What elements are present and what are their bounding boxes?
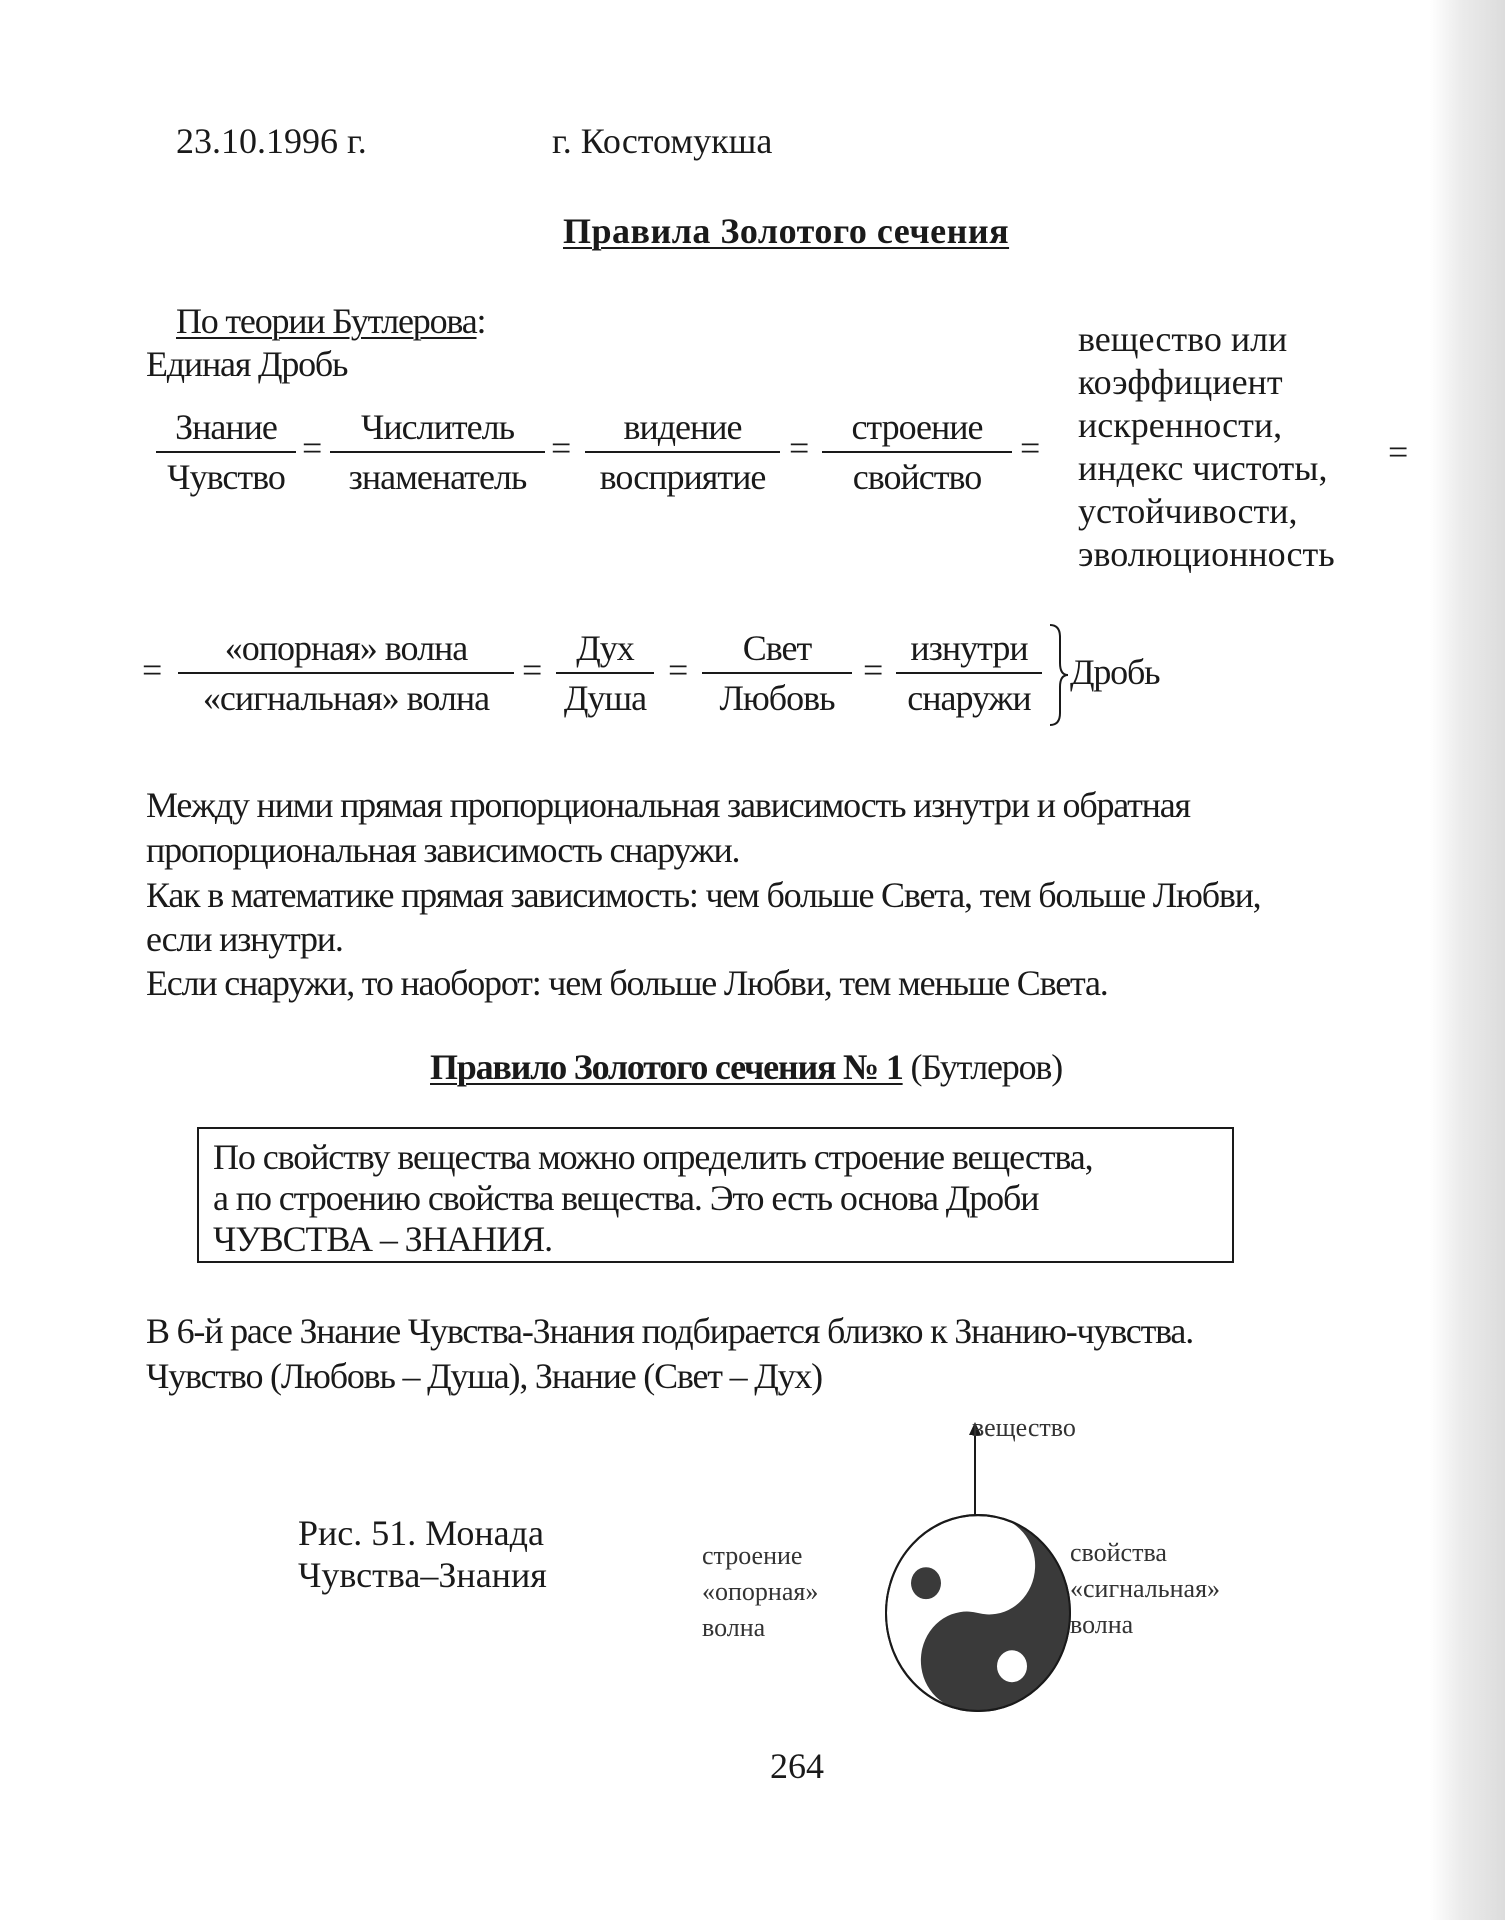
side-term: эволюционность <box>1078 534 1335 574</box>
left-label: волна <box>702 1613 766 1642</box>
rule-box-line: а по строению свойства вещества. Это есть основа Дроби <box>213 1178 1039 1218</box>
equals-sign: = <box>302 428 323 468</box>
brace-label: Дробь <box>1070 652 1160 692</box>
rule-1-heading: Правило Золотого сечения № 1 <box>430 1047 903 1087</box>
right-label: волна <box>1070 1610 1134 1639</box>
side-term: устойчивости, <box>1078 491 1298 531</box>
denominator: Душа <box>563 678 647 718</box>
theory-label-text: По теории Бутлерова <box>176 301 477 341</box>
paragraph-line: если изнутри. <box>146 919 343 959</box>
side-terms-list <box>1078 318 1335 576</box>
figure-caption-line1: Рис. 51. Монада <box>298 1513 544 1553</box>
rule-1-box <box>197 1127 1234 1263</box>
side-term: коэффициент <box>1078 362 1283 402</box>
right-brace-icon <box>1046 623 1072 727</box>
equals-sign: = <box>1020 428 1041 468</box>
side-term: искренности, <box>1078 405 1283 445</box>
page-title: Правила Золотого сечения <box>563 211 1010 251</box>
rule-1-heading-row <box>430 1046 1062 1088</box>
equals-sign: = <box>668 650 689 690</box>
place: г. Костомукша <box>552 121 773 161</box>
numerator: Дух <box>576 628 634 668</box>
fraction-inside-outside <box>896 628 1042 718</box>
race-text-line: Чувство (Любовь – Душа), Знание (Свет – Дух) <box>146 1356 822 1396</box>
numerator: Знание <box>175 407 277 447</box>
figure-caption-line2: Чувства–Знания <box>298 1555 547 1595</box>
theory-label <box>176 300 485 342</box>
denominator: восприятие <box>599 457 766 497</box>
page-edge-shadow <box>1430 0 1505 1920</box>
fraction-support-signal-wave <box>178 628 514 718</box>
denominator: знаменатель <box>348 457 527 497</box>
numerator: Свет <box>742 628 812 668</box>
denominator: Любовь <box>719 678 835 718</box>
side-term: вещество или <box>1078 319 1288 359</box>
rule-box-line: По свойству вещества можно определить строение вещества, <box>213 1137 1093 1177</box>
left-label: «опорная» <box>702 1577 819 1606</box>
fraction-knowledge-feeling <box>156 407 296 497</box>
date: 23.10.1996 г. <box>176 121 367 161</box>
equals-sign: = <box>551 428 572 468</box>
numerator: строение <box>851 407 983 447</box>
paragraph-line: Между ними прямая пропорциональная зависимость изнутри и обратная <box>146 785 1190 825</box>
rule-box-line: ЧУВСТВА – ЗНАНИЯ. <box>213 1219 552 1259</box>
numerator: «опорная» волна <box>224 628 468 668</box>
fraction-structure-property <box>822 407 1012 497</box>
paragraph-line: Если снаружи, то наоборот: чем больше Любви, тем меньше Света. <box>146 963 1108 1003</box>
light-dot <box>997 1650 1027 1682</box>
unified-fraction-label: Единая Дробь <box>146 344 348 384</box>
paragraph-line: Как в математике прямая зависимость: чем больше Света, тем больше Любви, <box>146 875 1261 915</box>
theory-colon: : <box>476 301 486 341</box>
race-text-line: В 6-й расе Знание Чувства-Знания подбирается близко к Знанию-чувства. <box>146 1311 1193 1351</box>
fraction-numerator-denominator <box>330 407 545 497</box>
denominator: свойство <box>852 457 982 497</box>
equals-sign: = <box>142 650 163 690</box>
equals-sign: = <box>522 650 543 690</box>
dark-dot <box>911 1567 941 1599</box>
rule-1-attribution: (Бутлеров) <box>910 1047 1062 1087</box>
right-label: «сигнальная» <box>1070 1574 1221 1603</box>
equals-sign: = <box>789 428 810 468</box>
fraction-spirit-soul <box>556 628 654 718</box>
fraction-vision-perception <box>585 407 780 497</box>
denominator: Чувство <box>167 457 285 497</box>
right-label: свойства <box>1070 1538 1167 1567</box>
numerator: Числитель <box>361 407 514 447</box>
side-term: индекс чистоты, <box>1078 448 1328 488</box>
fraction-light-love <box>702 628 852 718</box>
numerator: видение <box>623 407 742 447</box>
equals-sign: = <box>863 650 884 690</box>
paragraph-line: пропорциональная зависимость снаружи. <box>146 830 740 870</box>
left-label: строение <box>702 1541 803 1570</box>
denominator: «сигнальная» волна <box>202 678 490 718</box>
equals-sign: = <box>1388 432 1409 472</box>
left-diagram-labels <box>702 1538 818 1646</box>
arrow-label: вещество <box>972 1413 1076 1442</box>
numerator: изнутри <box>910 628 1028 668</box>
page-number: 264 <box>770 1746 824 1786</box>
right-diagram-labels <box>1070 1535 1220 1643</box>
denominator: снаружи <box>907 678 1031 718</box>
